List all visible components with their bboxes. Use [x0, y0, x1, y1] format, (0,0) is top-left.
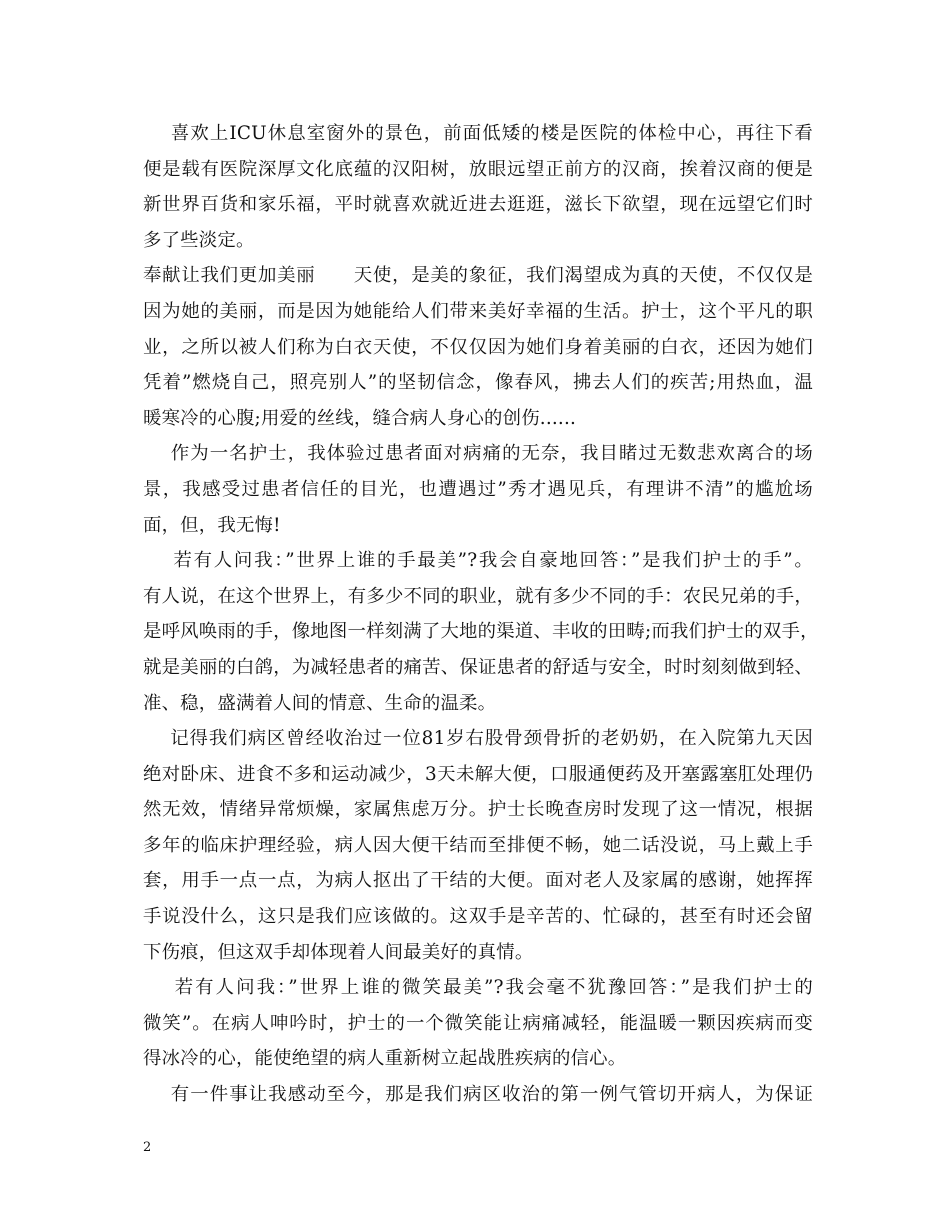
text-line: 有人说，在这个世界上，有多少不同的职业，就有多少不同的手：农民兄弟的手，	[143, 585, 813, 607]
text-line: 业，之所以被人们称为白衣天使，不仅仅因为她们身着美丽的白衣，还因为她们	[143, 336, 813, 358]
text-line: 就是美丽的白鸽，为减轻患者的痛苦、保证患者的舒适与安全，时时刻刻做到轻、	[143, 656, 813, 678]
text-line: 手说没什么，这只是我们应该做的。这双手是辛苦的、忙碌的，甚至有时还会留	[143, 906, 813, 928]
text-line: 多年的临床护理经验，病人因大便干结而至排便不畅，她二话没说，马上戴上手	[143, 834, 813, 856]
text-line: 准、稳，盛满着人间的情意、生命的温柔。	[143, 692, 497, 714]
text-line: 新世界百货和家乐福，平时就喜欢就近进去逛逛，滋长下欲望，现在远望它们时	[143, 194, 813, 216]
page-number: 2	[143, 1140, 152, 1155]
text-line: 是呼风唤雨的手，像地图一样刻满了大地的渠道、丰收的田畴;而我们护士的双手，	[143, 621, 819, 643]
text-line: 套，用手一点一点，为病人抠出了干结的大便。面对老人及家属的感谢，她挥挥	[143, 870, 813, 892]
text-line: 多了些淡定。	[143, 229, 255, 251]
text-line: 奉献让我们更加美丽 天使，是美的象征，我们渴望成为真的天使，不仅仅是	[143, 265, 813, 287]
text-line: 记得我们病区曾经收治过一位81岁右股骨颈骨折的老奶奶，在入院第九天因	[143, 728, 813, 750]
text-line: 有一件事让我感动至今，那是我们病区收治的第一例气管切开病人，为保证	[143, 1084, 813, 1106]
text-line: 若有人问我：”世界上谁的微笑最美”?我会毫不犹豫回答：”是我们护士的	[143, 977, 813, 999]
text-line: 绝对卧床、进食不多和运动减少，3天未解大便，口服通便药及开塞露塞肛处理仍	[143, 763, 813, 785]
text-line: 便是载有医院深厚文化底蕴的汉阳树，放眼远望正前方的汉商，挨着汉商的便是	[143, 158, 813, 180]
text-line: 凭着”燃烧自己，照亮别人”的坚韧信念，像春风，拂去人们的疾苦;用热血，温	[143, 372, 813, 394]
text-line: 下伤痕，但这双手却体现着人间最美好的真情。	[143, 941, 534, 963]
text-line: 喜欢上ICU休息室窗外的景色，前面低矮的楼是医院的体检中心，再往下看	[143, 123, 813, 144]
text-line: 若有人问我：”世界上谁的手最美”?我会自豪地回答：”是我们护士的手”。	[143, 550, 813, 572]
text-line: 因为她的美丽，而是因为她能给人们带来美好幸福的生活。护士，这个平凡的职	[143, 300, 813, 322]
body-text	[143, 116, 819, 1113]
text-line: 暖寒冷的心腹;用爱的丝线，缝合病人身心的创伤......	[143, 407, 577, 429]
text-line: 面，但，我无悔!	[143, 514, 281, 536]
text-line: 微笑”。在病人呻吟时，护士的一个微笑能让病痛减轻，能温暖一颗因疾病而变	[143, 1012, 813, 1034]
text-line: 作为一名护士，我体验过患者面对病痛的无奈，我目睹过无数悲欢离合的场	[143, 443, 813, 465]
text-line: 然无效，情绪异常烦燥，家属焦虑万分。护士长晚查房时发现了这一情况，根据	[143, 799, 813, 821]
text-line: 景，我感受过患者信任的目光，也遭遇过”秀才遇见兵，有理讲不清”的尴尬场	[143, 478, 813, 500]
text-line: 得冰冷的心，能使绝望的病人重新树立起战胜疾病的信心。	[143, 1048, 627, 1070]
